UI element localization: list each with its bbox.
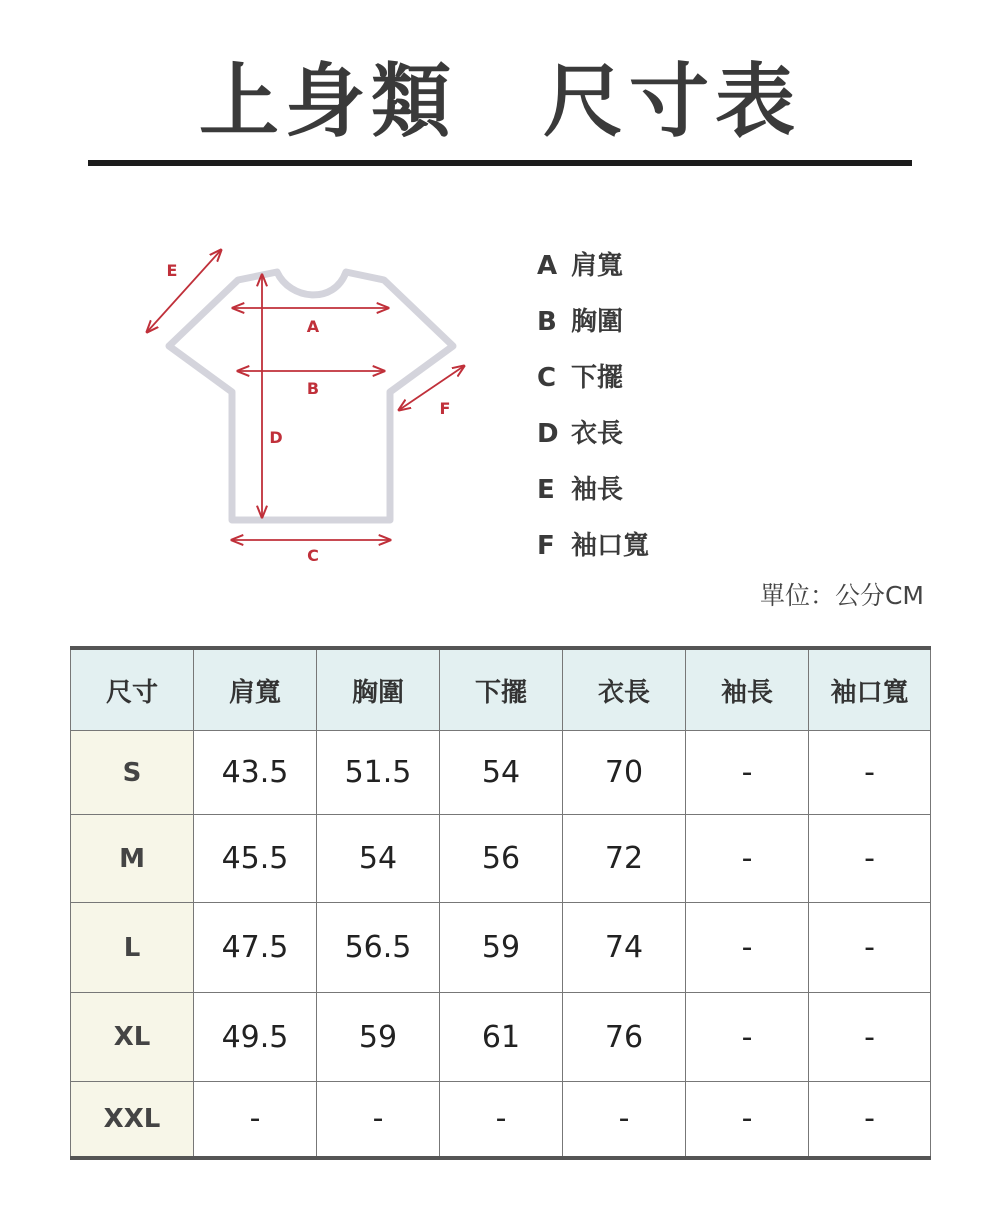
legend-item [537,470,649,526]
legend-item [537,246,649,302]
legend-key: D [537,419,559,449]
diagram-label-f: F [439,399,451,418]
page-title: 上身類 尺寸表 [199,55,801,148]
table-cell: - [317,1082,440,1158]
table-cell: - [686,1082,809,1158]
legend-label: 袖口寬 [571,531,650,561]
legend-item [537,526,649,582]
header-shoulder: 肩寬 [194,648,317,731]
diagram-label-e: E [166,261,178,280]
table-cell: - [686,993,809,1082]
table-cell: 59 [317,993,440,1082]
header-sleeve-opening: 袖口寬 [809,648,931,731]
table-cell: - [809,903,931,993]
legend-key: E [537,475,555,505]
measurement-legend [537,246,649,582]
legend-label: 下擺 [571,363,624,393]
legend-item [537,302,649,358]
table-cell: 72 [563,815,686,903]
table-cell: 61 [440,993,563,1082]
table-cell: 51.5 [317,731,440,815]
size-cell: S [71,731,194,815]
table-header-row [71,648,931,731]
diagram-label-a: A [306,317,320,336]
table-row [71,903,931,993]
tshirt-measurement-diagram [0,220,500,580]
legend-item [537,414,649,470]
legend-label: 袖長 [571,475,624,505]
legend-key: B [537,307,557,337]
measure-line-f [399,366,464,410]
table-cell: - [809,815,931,903]
legend-item [537,358,649,414]
title-divider [88,160,912,166]
legend-key: F [537,531,555,561]
table-row [71,993,931,1082]
diagram-label-d: D [269,428,283,447]
table-cell: - [809,731,931,815]
table-cell: 70 [563,731,686,815]
header-sleeve-length: 袖長 [686,648,809,731]
table-cell: 49.5 [194,993,317,1082]
header-hem: 下擺 [440,648,563,731]
header-size: 尺寸 [71,648,194,731]
diagram-label-c: C [307,546,319,565]
size-cell: XL [71,993,194,1082]
table-cell: 54 [440,731,563,815]
table-cell: - [686,903,809,993]
table-cell: - [440,1082,563,1158]
table-cell: - [686,815,809,903]
table-cell: 56.5 [317,903,440,993]
unit-note: 單位：公分CM [759,581,924,610]
size-cell: L [71,903,194,993]
legend-label: 胸圍 [571,307,624,337]
table-cell: 56 [440,815,563,903]
legend-label: 衣長 [571,419,624,449]
table-row [71,731,931,815]
table-row [71,815,931,903]
diagram-label-b: B [306,379,320,398]
table-cell: - [563,1082,686,1158]
table-row [71,1082,931,1158]
header-chest: 胸圍 [317,648,440,731]
table-cell: - [809,993,931,1082]
table-cell: - [809,1082,931,1158]
legend-key: C [537,363,557,393]
table-cell: 45.5 [194,815,317,903]
legend-key: A [537,251,558,281]
table-cell: 74 [563,903,686,993]
table-cell: 43.5 [194,731,317,815]
size-cell: XXL [71,1082,194,1158]
table-cell: 54 [317,815,440,903]
table-cell: 47.5 [194,903,317,993]
table-cell: - [194,1082,317,1158]
legend-label: 肩寬 [571,251,624,281]
measure-line-e [147,250,221,332]
header-length: 衣長 [563,648,686,731]
size-table [70,646,931,1160]
table-cell: 59 [440,903,563,993]
table-cell: 76 [563,993,686,1082]
size-cell: M [71,815,194,903]
table-cell: - [686,731,809,815]
